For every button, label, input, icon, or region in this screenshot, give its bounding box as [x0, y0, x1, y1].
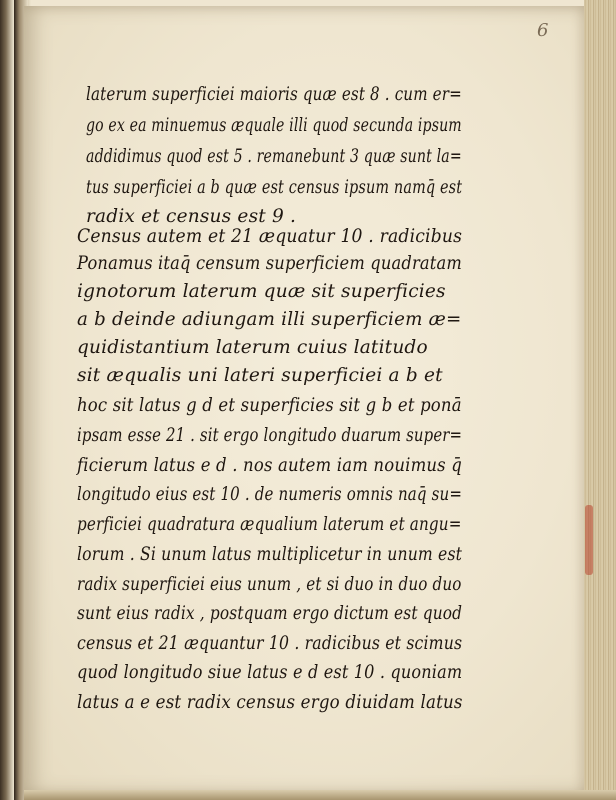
text-line: lorum . Si unum latus multiplicetur in unum est — [77, 544, 463, 565]
text-line: ignotorum laterum quæ sit superficies — [77, 281, 446, 302]
text-line: latus a e est radix census ergo diuidam latus — [77, 692, 463, 713]
text-line: radix superficiei eius unum , et si duo in duo duo — [77, 574, 462, 595]
text-line: sit æqualis uni lateri superficiei a b et — [77, 365, 443, 386]
text-line: sunt eius radix , postquam ergo dictum est quod — [77, 603, 463, 624]
text-line: ipsam esse 21 . sit ergo longitudo duarum super= — [77, 425, 463, 446]
text-line: go ex ea minuemus æquale illi quod secunda ipsum — [86, 115, 462, 136]
text-line: radix et census est 9 . — [86, 206, 297, 227]
text-line: addidimus quod est 5 . remanebunt 3 quæ sunt la= — [86, 146, 462, 167]
text-line: tus superficiei a b quæ est census ipsum namq̄ est — [86, 177, 463, 198]
text-line: quod longitudo siue latus e d est 10 . quoniam — [77, 662, 463, 683]
text-line: laterum superficiei maioris quæ est 8 . cum er= — [86, 84, 462, 105]
text-line: hoc sit latus g d et superficies sit g b et ponā — [77, 395, 462, 416]
folio-number: 6 — [537, 20, 549, 41]
text-line: ficierum latus e d . nos autem iam nouimus q̄ — [77, 455, 462, 476]
text-line: Census autem et 21 æquatur 10 . radicibus — [77, 226, 463, 247]
text-line: perficiei quadratura æqualium laterum et angu= — [77, 514, 462, 535]
text-line: quidistantium laterum cuius latitudo — [77, 337, 428, 358]
text-line: Ponamus itaq̄ censum superficiem quadratam — [77, 253, 462, 274]
text-line: a b deinde adiungam illi superficiem æ= — [77, 309, 462, 330]
text-line: longitudo eius est 10 . de numeris omnis naq̄ su= — [77, 484, 463, 505]
text-line: census et 21 æquantur 10 . radicibus et scimus — [77, 633, 463, 654]
